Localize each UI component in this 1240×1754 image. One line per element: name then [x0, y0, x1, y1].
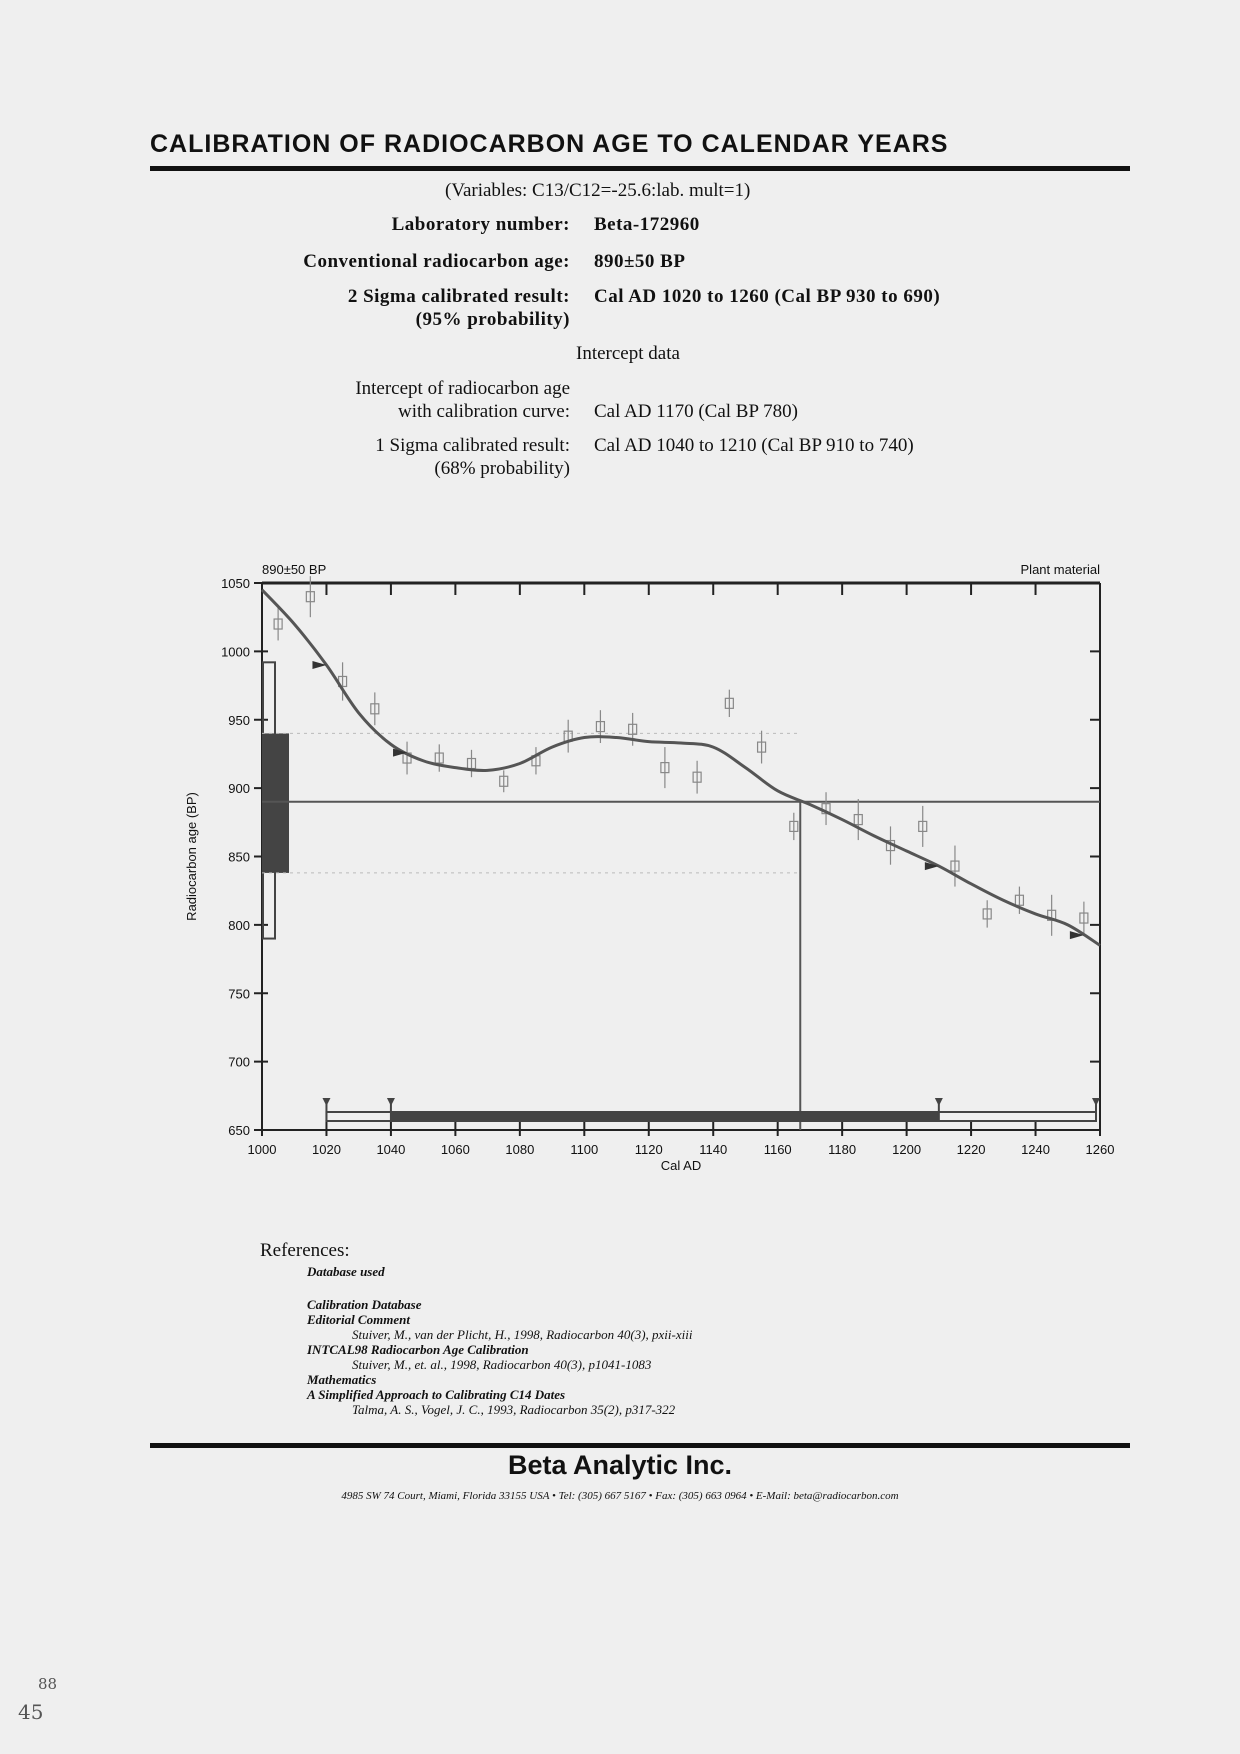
y-tick-label: 1000 — [221, 644, 250, 660]
sigma1-age-bar — [263, 733, 289, 872]
cal-range-marker-head — [322, 1098, 330, 1106]
sigma1-probability-label: (68% probability) — [434, 458, 570, 479]
ref-cal-database: Calibration Database — [307, 1297, 422, 1312]
y-axis-title: Radiocarbon age (BP) — [184, 792, 199, 921]
y-tick-label: 650 — [228, 1123, 250, 1138]
x-tick-label: 1040 — [376, 1142, 406, 1157]
ref-approach-cite: Talma, A. S., Vogel, J. C., 1993, Radiocarbon 35(2), p317-322 — [352, 1402, 676, 1417]
ref-database-used: Database used — [307, 1264, 385, 1279]
ref-math: Mathematics — [307, 1372, 377, 1387]
page-title: CALIBRATION OF RADIOCARBON AGE TO CALENDAR YEARS — [150, 130, 949, 158]
margin-note: 45 — [18, 1700, 44, 1724]
sigma1-label: 1 Sigma calibrated result: — [375, 435, 570, 456]
variables-line: (Variables: C13/C12=-25.6:lab. mult=1) — [445, 180, 751, 201]
y-tick-label: 800 — [228, 917, 250, 933]
intercept-curve-label: with calibration curve: — [398, 401, 570, 422]
company-name: Beta Analytic Inc. — [507, 1450, 733, 1480]
calibration-curve — [262, 590, 1100, 946]
x-tick-label: 1220 — [956, 1142, 986, 1157]
conv-age-value: 890±50 BP — [594, 251, 686, 272]
sigma2-label: 2 Sigma calibrated result: — [347, 286, 570, 307]
y-tick-label: 700 — [228, 1054, 250, 1070]
x-tick-label: 1160 — [763, 1142, 792, 1157]
x-tick-label: 1080 — [505, 1142, 535, 1157]
cal-range-marker-head — [935, 1098, 943, 1106]
intercept-heading: Intercept data — [576, 343, 680, 364]
margin-note: 88 — [38, 1675, 58, 1693]
x-tick-label: 1180 — [828, 1142, 857, 1157]
y-tick-label: 1050 — [221, 576, 250, 591]
references-heading: References: — [260, 1240, 350, 1261]
company-address: 4985 SW 74 Court, Miami, Florida 33155 USA • Tel: (305) 667 5167 • Fax: (305) 663 0964 • E-Mail: beta@radiocarbon.com — [341, 1490, 899, 1502]
ref-approach: A Simplified Approach to Calibrating C14 Dates — [307, 1387, 566, 1402]
conv-age-label: Conventional radiocarbon age: — [303, 251, 570, 272]
references — [262, 1240, 692, 1417]
x-tick-label: 1020 — [312, 1142, 341, 1157]
sigma1-cal-bar — [391, 1112, 939, 1121]
cal-range-marker-head — [387, 1098, 395, 1106]
y-tick-label: 950 — [228, 712, 250, 728]
x-tick-label: 1140 — [699, 1142, 728, 1157]
intercept-value: Cal AD 1170 (Cal BP 780) — [594, 401, 798, 422]
x-axis-title: Cal AD — [660, 1158, 702, 1173]
footer-rule — [150, 1443, 1130, 1448]
ref-intcal: INTCAL98 Radiocarbon Age Calibration — [307, 1342, 529, 1357]
y-tick-label: 850 — [228, 849, 250, 865]
sigma1-value: Cal AD 1040 to 1210 (Cal BP 910 to 740) — [594, 435, 914, 456]
x-tick-label: 1000 — [247, 1142, 277, 1157]
ref-editorial-cite: Stuiver, M., van der Plicht, H., 1998, Radiocarbon 40(3), pxii-xiii — [352, 1327, 693, 1342]
material-label: Plant material — [1020, 562, 1100, 577]
x-tick-label: 1060 — [440, 1142, 470, 1157]
y-tick-label: 900 — [228, 781, 250, 797]
lab-number-value: Beta-172960 — [594, 214, 700, 235]
sigma2-value: Cal AD 1020 to 1260 (Cal BP 930 to 690) — [594, 286, 941, 307]
x-tick-label: 1120 — [634, 1142, 663, 1157]
intercept-label: Intercept of radiocarbon age — [355, 378, 570, 399]
y-tick-label: 750 — [228, 986, 250, 1002]
x-tick-label: 1200 — [892, 1142, 922, 1157]
x-tick-label: 1260 — [1085, 1142, 1115, 1157]
x-tick-label: 1100 — [570, 1142, 599, 1157]
lab-number-label: Laboratory number: — [391, 214, 570, 235]
cal-range-marker-head — [1092, 1098, 1100, 1106]
sample-age-label: 890±50 BP — [262, 562, 327, 577]
x-tick-label: 1240 — [1021, 1142, 1050, 1157]
ref-intcal-cite: Stuiver, M., et. al., 1998, Radiocarbon 40(3), p1041-1083 — [352, 1357, 652, 1372]
ref-editorial: Editorial Comment — [307, 1312, 410, 1327]
sigma2-probability-label: (95% probability) — [415, 309, 570, 330]
